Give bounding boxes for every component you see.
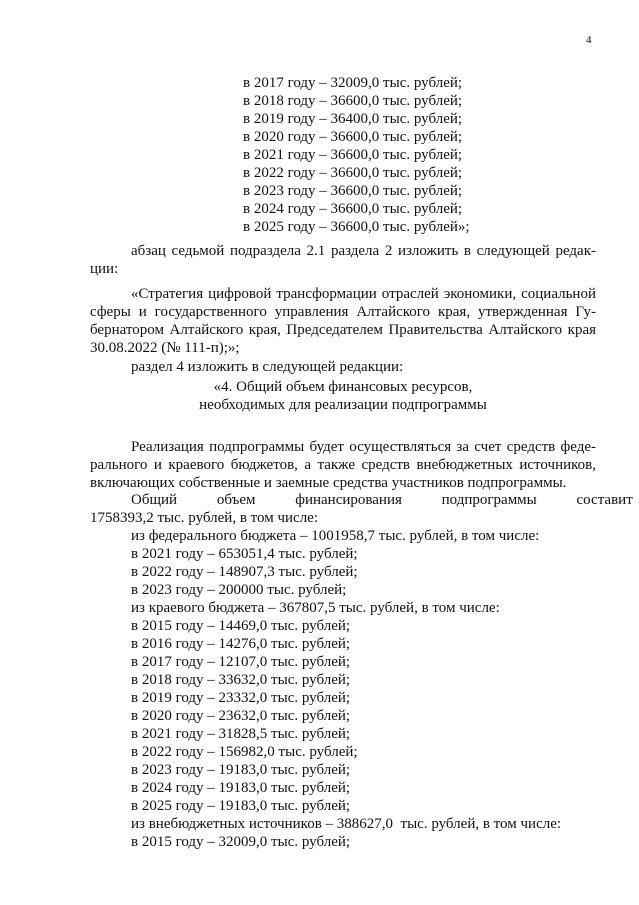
list-item: в 2025 году – 19183,0 тыс. рублей; bbox=[131, 798, 351, 814]
list-item: в 2021 году – 653051,4 тыс. рублей; bbox=[131, 546, 358, 562]
list-item: в 2017 году – 32009,0 тыс. рублей; bbox=[243, 75, 463, 91]
page-number: 4 bbox=[586, 34, 592, 46]
quote-line: 30.08.2022 (№ 111-п);»; bbox=[90, 340, 240, 356]
list-item: в 2017 году – 12107,0 тыс. рублей; bbox=[131, 654, 351, 670]
regional-header: из краевого бюджета – 367807,5 тыс. рублей, в том числе: bbox=[131, 600, 500, 616]
list-item: в 2021 году – 36600,0 тыс. рублей; bbox=[243, 147, 463, 163]
list-item: в 2024 году – 36600,0 тыс. рублей; bbox=[243, 201, 463, 217]
list-item: в 2019 году – 23332,0 тыс. рублей; bbox=[131, 690, 351, 706]
federal-header: из федерального бюджета – 1001958,7 тыс. рублей, в том числе: bbox=[131, 528, 540, 544]
list-item: в 2023 году – 19183,0 тыс. рублей; bbox=[131, 762, 351, 778]
list-item: в 2016 году – 14276,0 тыс. рублей; bbox=[131, 636, 351, 652]
list-item: в 2020 году – 36600,0 тыс. рублей; bbox=[243, 129, 463, 145]
extrabudget-header: из внебюджетных источников – 388627,0 тыс. рублей, в том числе: bbox=[131, 816, 562, 832]
paragraph-line: ции: bbox=[90, 261, 119, 277]
list-item: в 2023 году – 200000 тыс. рублей; bbox=[131, 582, 347, 598]
list-item: в 2022 году – 148907,3 тыс. рублей; bbox=[131, 564, 358, 580]
paragraph-line: Реализация подпрограммы будет осуществляться за счет средств феде- bbox=[131, 439, 596, 455]
section-intro: раздел 4 изложить в следующей редакции: bbox=[131, 359, 404, 375]
quote-line: бернатором Алтайского края, Председателем Правительства Алтайского края bbox=[90, 322, 596, 338]
list-item: в 2019 году – 36400,0 тыс. рублей; bbox=[243, 111, 463, 127]
list-item: в 2020 году – 23632,0 тыс. рублей; bbox=[131, 708, 351, 724]
paragraph-line: абзац седьмой подраздела 2.1 раздела 2 изложить в следующей редак- bbox=[131, 243, 596, 259]
list-item: в 2023 году – 36600,0 тыс. рублей; bbox=[243, 183, 463, 199]
list-item: в 2015 году – 32009,0 тыс. рублей; bbox=[131, 834, 351, 850]
list-item: в 2025 году – 36600,0 тыс. рублей»; bbox=[243, 219, 470, 235]
paragraph-line: рального и краевого бюджетов, а также средств внебюджетных источников, bbox=[90, 457, 596, 473]
section-heading: необходимых для реализации подпрограммы bbox=[199, 397, 487, 413]
list-item: в 2022 году – 156982,0 тыс. рублей; bbox=[131, 744, 358, 760]
list-item: в 2018 году – 36600,0 тыс. рублей; bbox=[243, 93, 463, 109]
quote-line: сферы и государственного управления Алтайского края, утвержденная Гу- bbox=[90, 304, 596, 320]
list-item: в 2022 году – 36600,0 тыс. рублей; bbox=[243, 165, 463, 181]
list-item: в 2024 году – 19183,0 тыс. рублей; bbox=[131, 780, 351, 796]
paragraph-line: включающих собственные и заемные средства участников подпрограммы. bbox=[90, 475, 567, 491]
total-line: 1758393,2 тыс. рублей, в том числе: bbox=[90, 510, 319, 526]
list-item: в 2015 году – 14469,0 тыс. рублей; bbox=[131, 618, 351, 634]
section-heading: «4. Общий объем финансовых ресурсов, bbox=[213, 379, 473, 395]
list-item: в 2018 году – 33632,0 тыс. рублей; bbox=[131, 672, 351, 688]
list-item: в 2021 году – 31828,5 тыс. рублей; bbox=[131, 726, 351, 742]
total-line: Общий объем финансирования подпрограммы составит bbox=[131, 492, 633, 508]
quote-line: «Стратегия цифровой трансформации отраслей экономики, социальной bbox=[131, 286, 596, 302]
